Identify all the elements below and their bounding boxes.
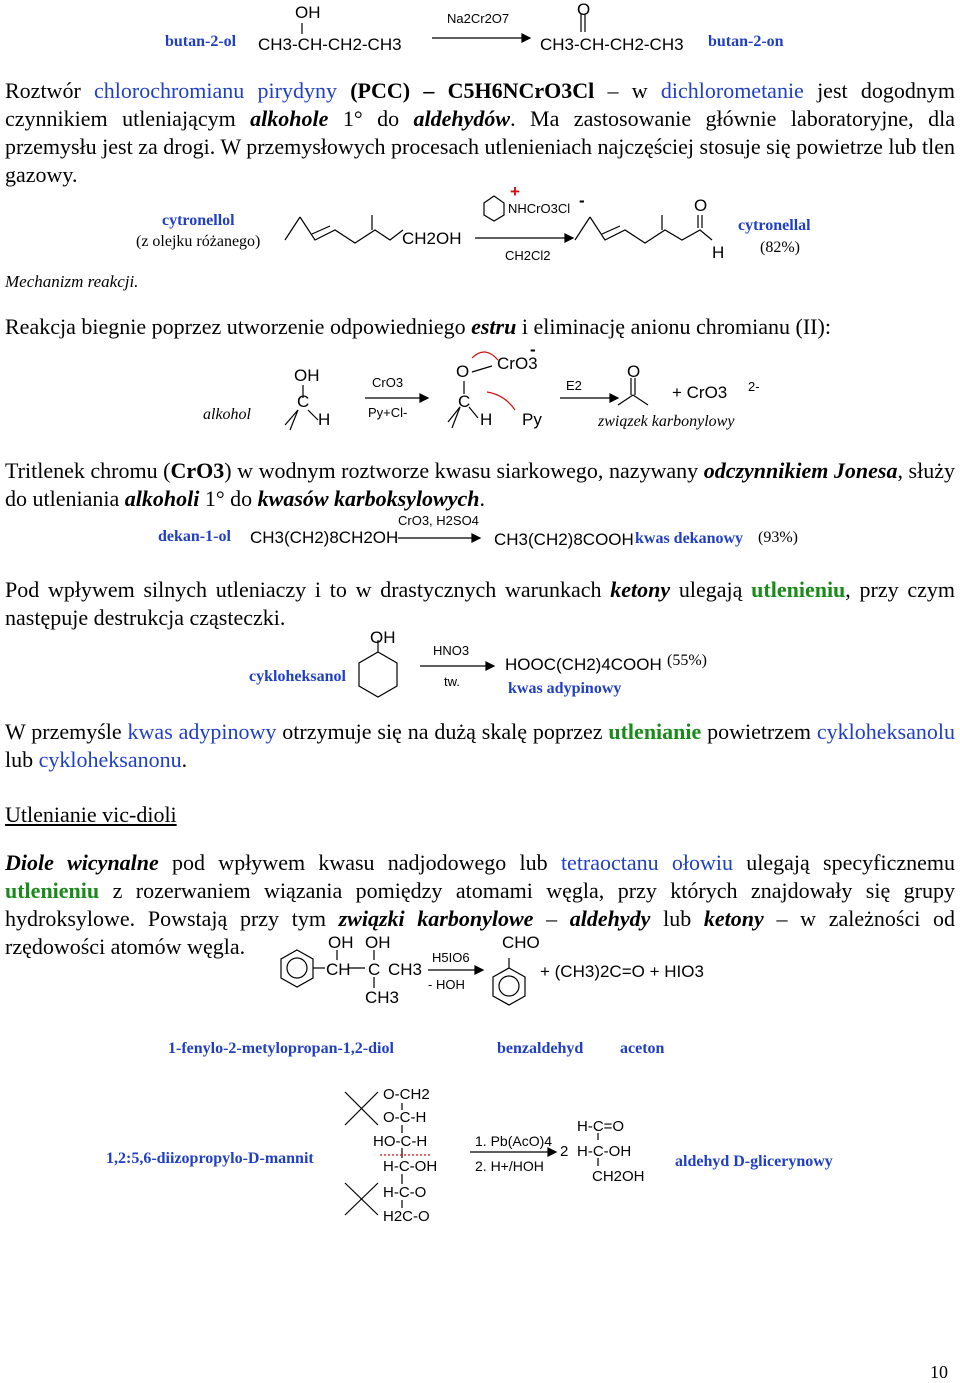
paragraph-jones: Tritlenek chromu (CrO3) w wodnym roztworze kwasu siarkowego, nazywany odczynnikiem Jonesa, służy do utleniania alkoholi 1° do kwasów karboksylowych. (5, 458, 955, 511)
diol-ch3-right: CH3 (388, 960, 423, 979)
acetone-label: aceton (620, 1040, 665, 1057)
h5io6-reagent: H5IO6 (432, 950, 470, 965)
diol-ch3-bottom: CH3 (365, 988, 400, 1007)
cyclo-oh: OH (370, 628, 396, 647)
pcc-formula: C5H6NCrO3Cl (447, 78, 595, 103)
benzaldehyde-label: benzaldehyd (497, 1040, 584, 1057)
dekanoic-label: kwas dekanowy (635, 530, 744, 547)
mannit-step-2: 2. H+/HOH (475, 1158, 544, 1174)
link-pcc[interactable]: chlorochromianu pirydyny (94, 78, 337, 103)
e2-label: E2 (566, 378, 582, 393)
carbonyl-label: związek karbonylowy (598, 413, 735, 430)
diol-name: 1-fenylo-2-metylopropan-1,2-diol (168, 1040, 394, 1057)
link-kwas-adypinowy[interactable]: kwas adypinowy (127, 719, 277, 744)
oh-label: OH (295, 3, 321, 22)
cytronellal-label: cytronellal (738, 217, 811, 234)
mechanism-label: Mechanizm reakcji. (5, 272, 139, 291)
minus-charge: - (579, 191, 585, 210)
cro3-product: + CrO3 (672, 383, 728, 402)
cho-group: CHO (502, 933, 540, 952)
plus-charge: + (510, 182, 520, 201)
link-cykloheksanonu[interactable]: cykloheksanonu (38, 747, 182, 772)
mech-oh: OH (294, 366, 320, 385)
ester-o: O (456, 362, 470, 381)
cytronellol-skeleton (300, 217, 403, 243)
paragraph-ketones: Pod wpływem silnych utleniaczy i to w drastycznych warunkach ketony ulegają utlenieniu, przy czym następuje destrukcja cząsteczki. (5, 577, 956, 630)
mannit-row-1: O-CH2 (383, 1086, 430, 1103)
py-label: Py (522, 410, 542, 429)
ch2oh-group: CH2OH (402, 229, 462, 248)
link-utlenianie[interactable]: utlenianie (608, 719, 702, 744)
heat-condition: tw. (444, 674, 460, 689)
pyridinium-chloride: Py+Cl- (368, 405, 408, 420)
mannit-row-3: HO-C-H (373, 1133, 428, 1150)
dekanol-formula: CH3(CH2)8CH2OH (250, 528, 399, 547)
adipic-label: kwas adypinowy (508, 680, 622, 697)
cro3-reagent: CrO3 (372, 375, 404, 390)
dekanol-label: dekan-1-ol (158, 528, 231, 545)
na2cr2o7-reagent: Na2Cr2O7 (447, 11, 510, 26)
cytronellal-yield: (82%) (760, 239, 800, 256)
rose-oil-note: (z olejku różanego) (136, 233, 261, 250)
mannit-row-5: H-C-O (383, 1184, 427, 1201)
butanone-formula: CH3-CH-CH2-CH3 (540, 35, 684, 54)
diol-oh-1: OH (328, 933, 354, 952)
mannit-coefficient: 2 (560, 1143, 569, 1160)
ester-c: C (458, 392, 471, 411)
jones-reagent: CrO3, H2SO4 (398, 513, 479, 528)
link-cykloheksanolu[interactable]: cykloheksanolu (816, 719, 955, 744)
ketone-o: O (627, 362, 641, 381)
glyceraldehyde-row-1: H-C=O (577, 1118, 625, 1135)
mannit-row-2: O-C-H (383, 1109, 427, 1126)
electron-arrow-2 (487, 392, 515, 410)
cyclohexane-ring (359, 652, 397, 697)
adipic-yield: (55%) (667, 652, 707, 669)
water-elimination: - HOH (428, 977, 465, 992)
aldehyde-o: O (694, 196, 708, 215)
adipic-formula: HOOC(CH2)4COOH (505, 655, 662, 674)
mannit-label: 1,2:5,6-diizopropylo-D-mannit (106, 1150, 314, 1167)
paragraph-adipic: W przemyśle kwas adypinowy otrzymuje się na dużą skalę poprzez utlenianie powietrzem cykloheksanolu lub cykloheksanonu. (5, 719, 955, 772)
glyceraldehyde-label: aldehyd D-glicerynowy (675, 1153, 833, 1170)
mech-h: H (318, 410, 331, 429)
pcc-reagent: NHCrO3Cl (508, 201, 571, 216)
section-heading: Utlenianie vic-dioli (5, 802, 177, 827)
aldehyde-h: H (712, 243, 725, 262)
dekanoic-yield: (93%) (758, 529, 798, 546)
link-dichlorometan[interactable]: dichlorometanie (660, 78, 804, 103)
paragraph-diols: Diole wicynalne pod wpływem kwasu nadjodowego lub tetraoctanu ołowiu ulegają specyficznemu utlenieniu z rozerwaniem wiązania pomiędzy atomami węgla, przy których znajdowały się grupy hydroksylowe. Powstają przy tym związki karbonylowe – aldehydy lub ketony – w zależności od rzędowości atomów węgla. (5, 850, 955, 959)
ester-h: H (480, 410, 493, 429)
cro3-formula: CrO3 (170, 458, 225, 483)
dekanoic-formula: CH3(CH2)8COOH (494, 530, 634, 549)
cytronellal-skeleton (590, 217, 712, 243)
electron-arrow-1 (472, 352, 498, 360)
mannit-step-1: 1. Pb(AcO)4 (475, 1133, 553, 1149)
ester-cro3: CrO3 (497, 354, 538, 373)
hno3-reagent: HNO3 (433, 643, 470, 658)
alkohol-label: alkohol (203, 406, 251, 423)
glyceraldehyde-row-2: H-C-OH (577, 1143, 632, 1160)
mech-c: C (297, 392, 310, 411)
link-utlenieniu[interactable]: utlenieniu (751, 577, 846, 602)
diol-oh-2: OH (365, 933, 391, 952)
diol-products: + (CH3)2C=O + HIO3 (540, 962, 704, 981)
benzene-ring-2 (493, 968, 525, 1005)
butan-2-ol-label: butan-2-ol (165, 33, 237, 50)
diol-c: C (368, 960, 381, 979)
cykloheksanol-label: cykloheksanol (249, 668, 346, 685)
cro3-charge: 2- (748, 379, 760, 394)
arrowhead-top (522, 34, 530, 42)
cytronellol-label: cytronellol (162, 212, 235, 229)
ester-minus: - (530, 340, 536, 359)
diol-ch: CH (326, 960, 351, 979)
ch2cl2-solvent: CH2Cl2 (505, 248, 551, 263)
mannit-row-4: H-C-OH (383, 1158, 438, 1175)
paragraph-ester: Reakcja biegnie poprzez utworzenie odpowiedniego estru i eliminację anionu chromianu (II): (5, 314, 831, 339)
pyridinium-ring (484, 196, 504, 221)
carbonyl-o: O (577, 0, 591, 19)
paragraph-pcc: Roztwór chlorochromianu pirydyny (PCC) – C5H6NCrO3Cl – w dichlorometanie jest dogodnym czynnikiem utleniającym alkohole 1° do aldehydów. Ma zastosowanie głównie laboratoryjne, dla przemysłu jest za drogi. W przemysłowych procesach utlenieniach najczęściej stosuje się powietrze lub tlen gazowy. (5, 78, 955, 187)
link-utlenieniu-2[interactable]: utlenieniu (5, 878, 100, 903)
mannit-row-6: H2C-O (383, 1208, 430, 1225)
butanol-formula: CH3-CH-CH2-CH3 (258, 35, 402, 54)
butan-2-on-label: butan-2-on (708, 33, 784, 50)
glyceraldehyde-row-3: CH2OH (592, 1168, 645, 1185)
page-number: 10 (930, 1362, 948, 1382)
link-tetraoctan[interactable]: tetraoctanu ołowiu (560, 850, 734, 875)
